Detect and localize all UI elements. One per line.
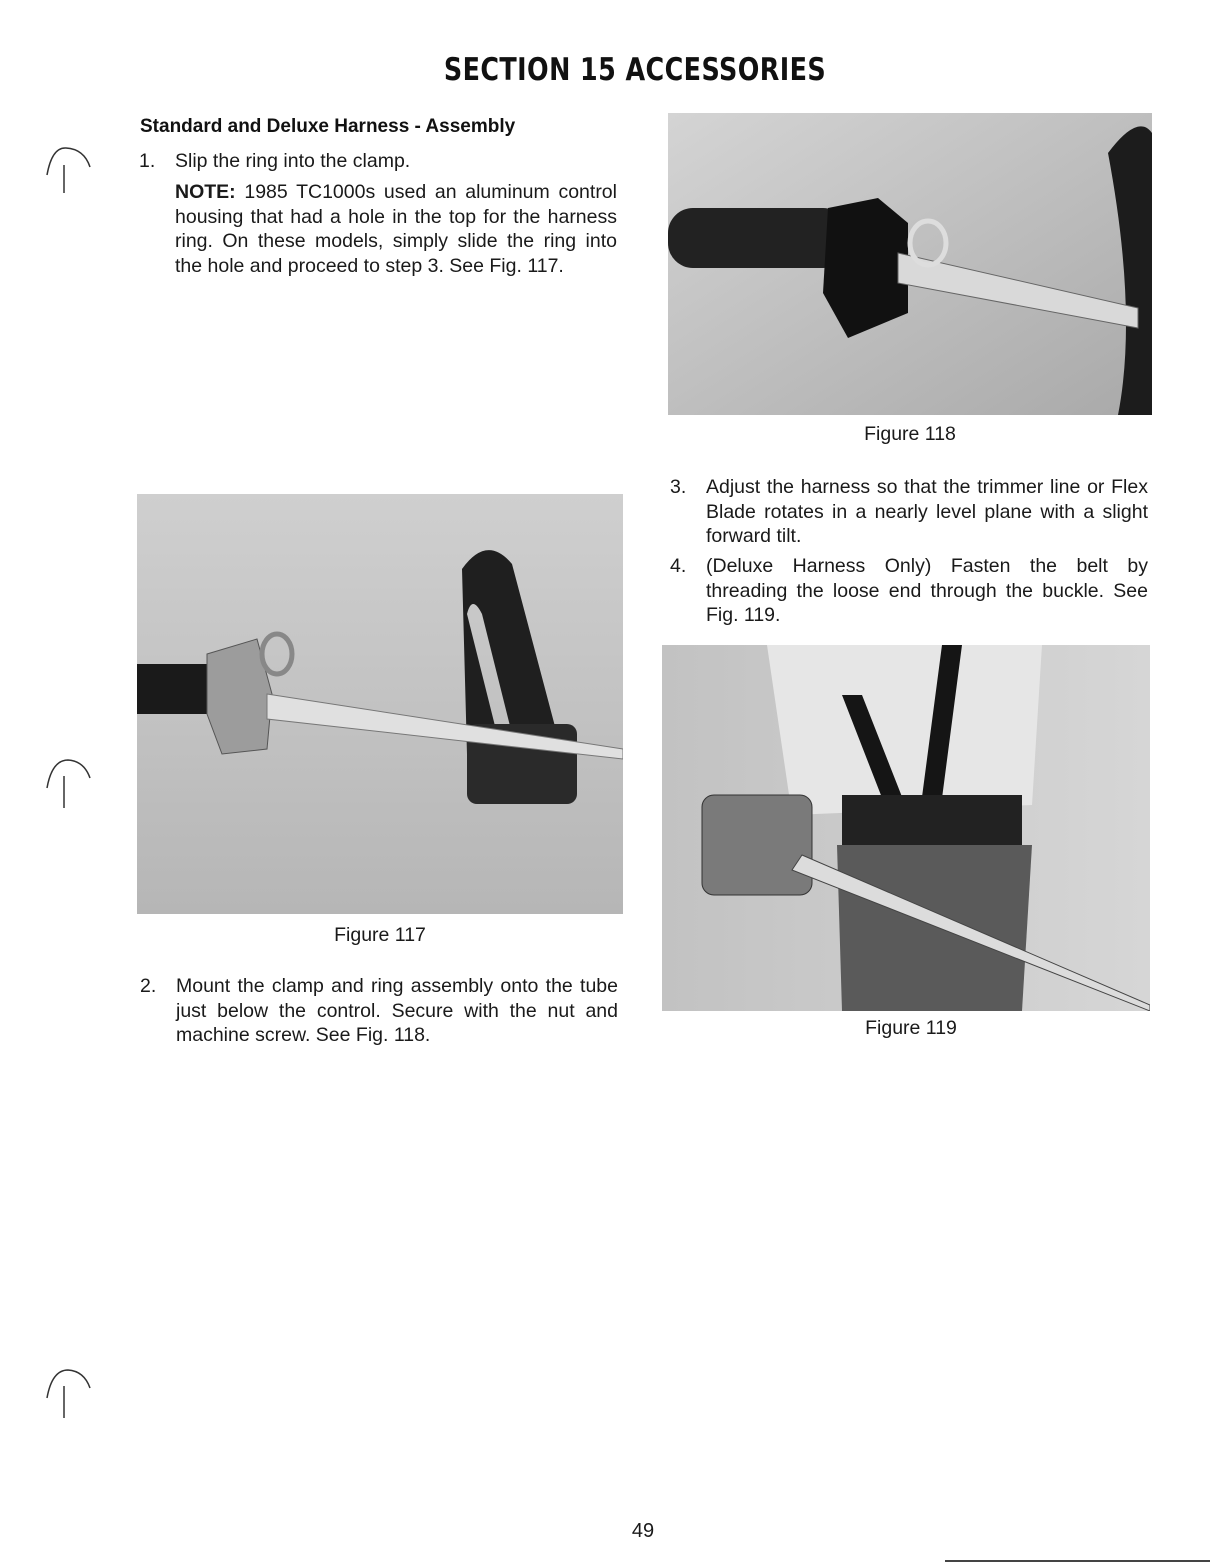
figure-118-photo [668, 113, 1152, 415]
figure-117-photo [137, 494, 623, 914]
binder-punch-icon [44, 756, 94, 811]
section-subheading: Standard and Deluxe Harness - Assembly [140, 116, 516, 137]
step-text: Adjust the harness so that the trimmer line or Flex Blade rotates in a nearly level plane with a slight forward tilt. [706, 476, 1148, 547]
step-number: 4. [670, 555, 687, 577]
note-text: 1985 TC1000s used an aluminum control housing that had a hole in the top for the harness ring. On these models, simply slide the ring into the hole and proceed to step 3. See Fig. 117. [175, 181, 617, 277]
footer-rule [945, 1560, 1210, 1562]
binder-punch-icon [44, 1366, 94, 1421]
step-2 [140, 974, 618, 1048]
step-text: Slip the ring into the clamp. [175, 150, 411, 172]
note-paragraph [175, 180, 617, 278]
step-1 [139, 149, 620, 174]
figure-119-photo [662, 645, 1150, 1011]
note-label: NOTE: [175, 181, 236, 203]
step-4 [670, 554, 1148, 628]
figure-119-caption: Figure 119 [865, 1017, 957, 1039]
step-number: 2. [140, 975, 157, 997]
step-text: (Deluxe Harness Only) Fasten the belt by threading the loose end through the buckle. See Fig. 119. [706, 555, 1148, 626]
step-3 [670, 475, 1148, 549]
page-title: SECTION 15 ACCESSORIES [443, 52, 827, 88]
step-number: 3. [670, 476, 687, 498]
binder-punch-icon [44, 145, 94, 195]
step-text: Mount the clamp and ring assembly onto the tube just below the control. Secure with the nut and machine screw. See Fig. 118. [176, 975, 618, 1046]
figure-117-caption: Figure 117 [334, 924, 426, 946]
page-number: 49 [631, 1520, 655, 1542]
step-number: 1. [139, 150, 156, 172]
figure-118-caption: Figure 118 [864, 423, 956, 445]
